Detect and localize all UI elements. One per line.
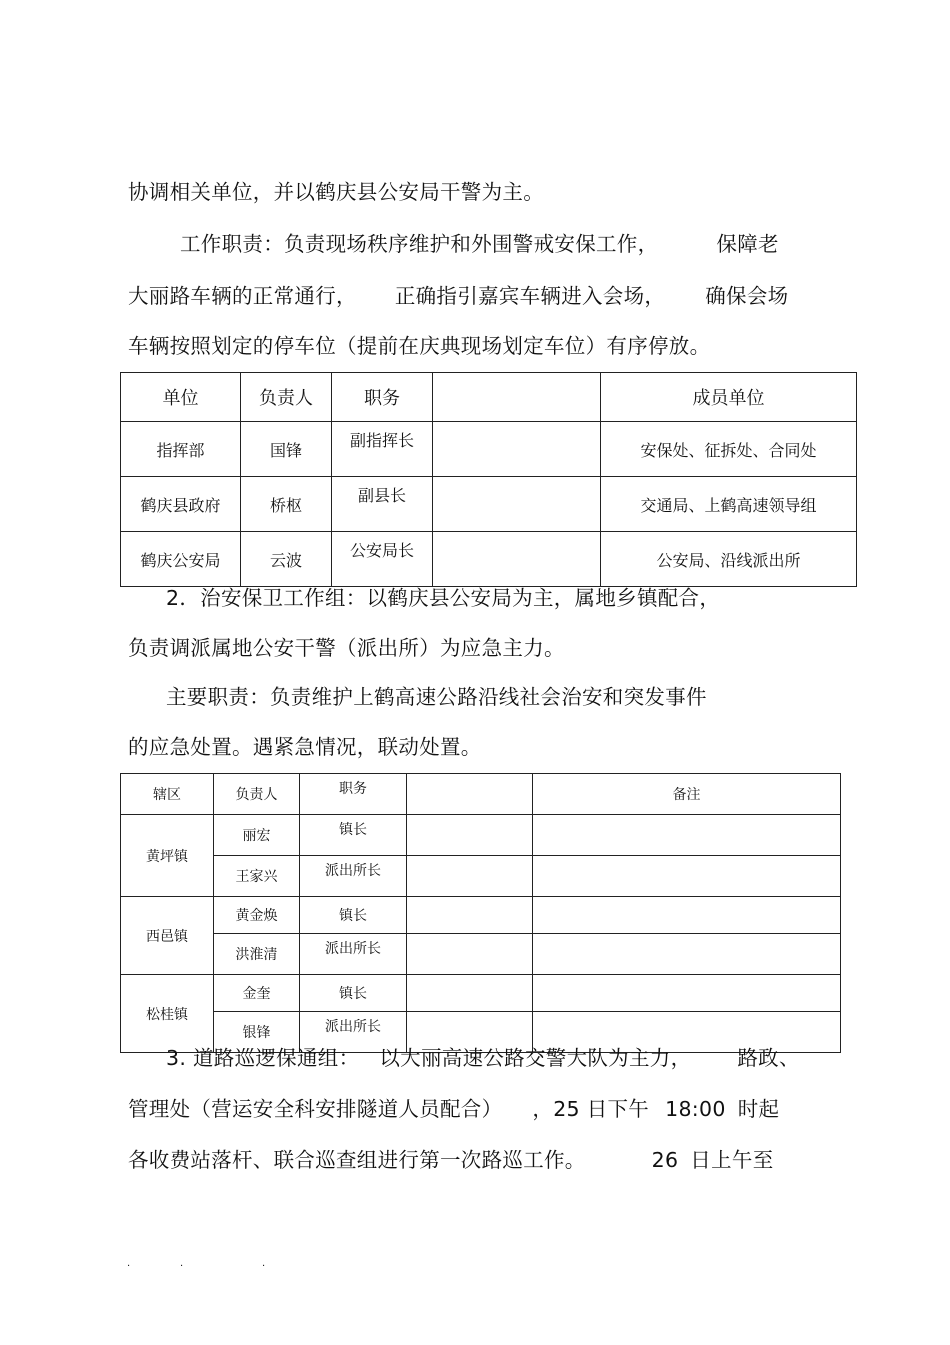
area-cell: 西邑镇	[121, 897, 214, 975]
table-cell: 公安局、沿线派出所	[601, 532, 857, 587]
table-cell: 镇长	[300, 975, 407, 1012]
table-cell: 镇长	[300, 897, 407, 934]
table-cell	[533, 934, 841, 975]
text: 3. 道路巡逻保通组：	[166, 1046, 360, 1070]
text: 保障老	[716, 232, 779, 256]
table-cell: 银锋	[214, 1012, 300, 1053]
header-cell: 单位	[121, 373, 241, 422]
table-header-row	[121, 774, 841, 815]
text: 确保会场	[705, 284, 789, 308]
text: 各收费站落杆、联合巡查组进行第一次路巡工作。	[128, 1148, 586, 1172]
header-cell	[433, 373, 601, 422]
table-header-row	[121, 373, 857, 422]
header-cell: 职务	[300, 774, 407, 815]
table-row	[121, 422, 857, 477]
table-row	[121, 856, 841, 897]
responsibility-table-1	[120, 372, 857, 587]
text: 时起	[737, 1097, 780, 1121]
header-cell: 辖区	[121, 774, 214, 815]
table-cell	[407, 934, 533, 975]
table-row	[121, 975, 841, 1012]
paragraph-line	[128, 1146, 774, 1174]
text: 2．治安保卫工作组：以鹤庆县公安局为主，属地乡镇配合，	[166, 586, 721, 610]
table-cell	[533, 815, 841, 856]
paragraph-line	[128, 332, 710, 360]
table-cell	[533, 975, 841, 1012]
table-cell	[433, 477, 601, 532]
table-cell: 桥枢	[241, 477, 332, 532]
table-row	[121, 532, 857, 587]
text: 路政、	[737, 1046, 800, 1070]
table-cell: 副指挥长	[332, 422, 433, 477]
table-row	[121, 477, 857, 532]
table-cell	[407, 975, 533, 1012]
table-cell: 副县长	[332, 477, 433, 532]
header-cell	[407, 774, 533, 815]
footer-dot: .	[262, 1258, 266, 1269]
table-cell	[407, 856, 533, 897]
paragraph-line	[128, 634, 565, 662]
text: 正确指引嘉宾车辆进入会场，	[394, 284, 666, 308]
table-cell: 派出所长	[300, 856, 407, 897]
table-cell: 洪淮清	[214, 934, 300, 975]
table-cell: 派出所长	[300, 934, 407, 975]
text: 管理处（营运安全科安排隧道人员配合）	[128, 1097, 503, 1121]
paragraph-line	[166, 683, 707, 711]
header-cell: 负责人	[241, 373, 332, 422]
text: 协调相关单位，并以鹤庆县公安局干警为主。	[128, 180, 544, 204]
text: 车辆按照划定的停车位（提前在庆典现场划定车位）有序停放。	[128, 334, 711, 358]
table-cell	[533, 897, 841, 934]
text: 的应急处置。遇紧急情况，联动处置。	[128, 735, 482, 759]
footer-dot: .	[127, 1258, 131, 1269]
table-cell: 派出所长	[300, 1012, 407, 1053]
table-cell	[533, 856, 841, 897]
table-cell: 金奎	[214, 975, 300, 1012]
table-cell: 国锋	[241, 422, 332, 477]
header-cell: 职务	[332, 373, 433, 422]
header-cell: 备注	[533, 774, 841, 815]
paragraph-line	[166, 584, 720, 612]
table-row	[121, 897, 841, 934]
text: 工作职责：负责现场秩序维护和外围警戒安保工作，	[180, 232, 659, 256]
paragraph-line	[128, 1095, 779, 1123]
responsibility-table-2	[120, 773, 841, 1053]
table-cell	[407, 815, 533, 856]
table-row	[121, 934, 841, 975]
text: ，25 日下午	[532, 1097, 650, 1121]
text: 26	[651, 1148, 679, 1172]
header-cell: 负责人	[214, 774, 300, 815]
table-cell: 鹤庆县政府	[121, 477, 241, 532]
table-cell	[407, 897, 533, 934]
table-cell: 交通局、上鹤高速领导组	[601, 477, 857, 532]
table-cell: 王家兴	[214, 856, 300, 897]
text: 大丽路车辆的正常通行，	[128, 284, 357, 308]
table-cell: 指挥部	[121, 422, 241, 477]
footer-dot: .	[180, 1258, 184, 1269]
table-row	[121, 815, 841, 856]
table-cell: 鹤庆公安局	[121, 532, 241, 587]
text: 以大丽高速公路交警大队为主力，	[379, 1046, 692, 1070]
paragraph-line	[128, 733, 482, 761]
paragraph-line	[166, 1044, 800, 1072]
table-cell: 黄金焕	[214, 897, 300, 934]
paragraph-line	[128, 178, 544, 206]
table-cell: 丽宏	[214, 815, 300, 856]
table-cell	[433, 422, 601, 477]
table-cell: 镇长	[300, 815, 407, 856]
text: 主要职责：负责维护上鹤高速公路沿线社会治安和突发事件	[166, 685, 707, 709]
area-cell: 黄坪镇	[121, 815, 214, 897]
table-cell: 公安局长	[332, 532, 433, 587]
paragraph-line	[128, 282, 788, 310]
text: 18:00	[665, 1097, 726, 1121]
area-cell: 松桂镇	[121, 975, 214, 1053]
header-cell: 成员单位	[601, 373, 857, 422]
text: 日上午至	[690, 1148, 774, 1172]
table-cell: 云波	[241, 532, 332, 587]
text: 负责调派属地公安干警（派出所）为应急主力。	[128, 636, 565, 660]
table-cell: 安保处、征拆处、合同处	[601, 422, 857, 477]
paragraph-line	[180, 230, 779, 258]
table-cell	[433, 532, 601, 587]
